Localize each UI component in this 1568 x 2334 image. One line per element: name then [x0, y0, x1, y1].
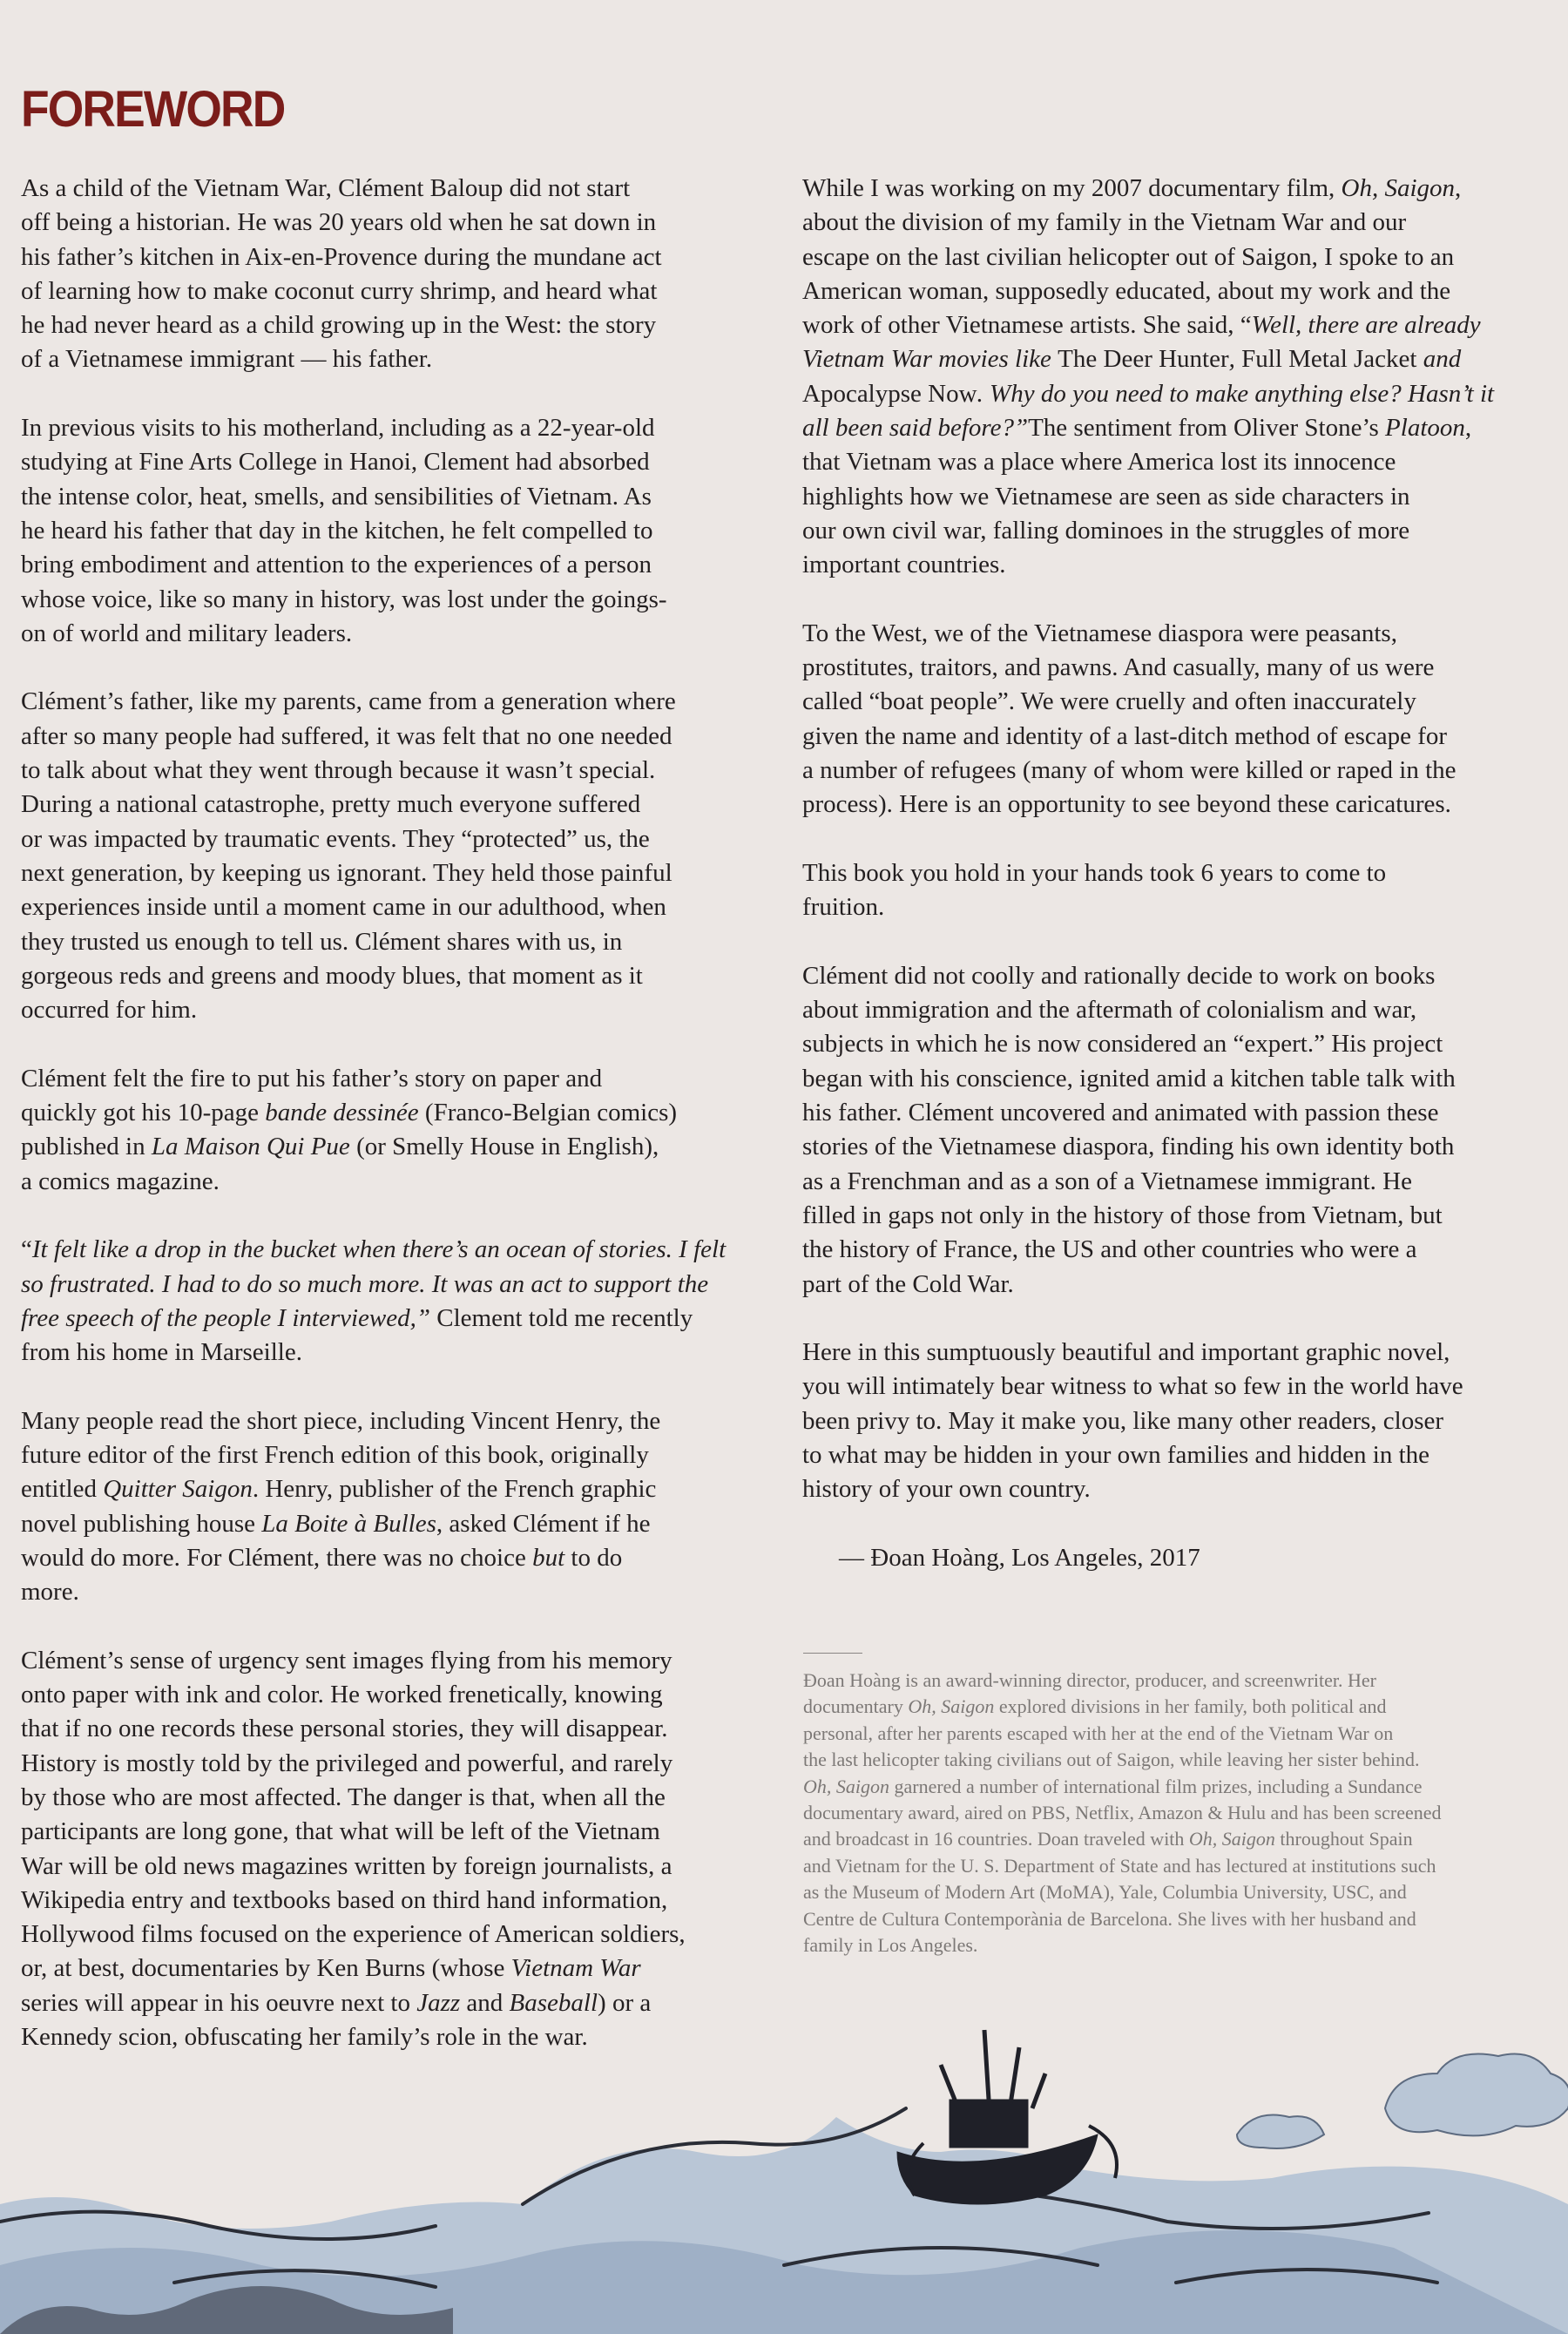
text-line	[21, 1575, 787, 1609]
text-line	[21, 1644, 787, 1678]
text-run: a comics magazine.	[21, 1167, 220, 1195]
text-run: called “boat people”. We were cruelly and often inaccurately	[802, 687, 1416, 716]
text-run: would do more. For Clément, there was no choice	[21, 1543, 533, 1572]
text-line	[21, 993, 787, 1027]
text-run: , asked Clément if he	[436, 1509, 651, 1538]
text-line	[802, 445, 1551, 479]
right-paragraphs	[802, 172, 1551, 1507]
text-run: Kennedy scion, obfuscating her family’s role in the war.	[21, 2023, 588, 2052]
text-line	[21, 1781, 787, 1815]
text-line	[802, 1027, 1551, 1061]
text-run: subjects in which he is now considered an “expert.” His project	[802, 1030, 1443, 1059]
text-run: he had never heard as a child growing up in the West: the story	[21, 311, 657, 340]
text-line	[803, 1826, 1552, 1852]
signature: — Đoan Hoàng, Los Angeles, 2017	[839, 1543, 1200, 1572]
text-run: garnered a number of international film prizes, including a Sundance	[889, 1775, 1423, 1797]
text-run: to what may be hidden in your own families and hidden in the	[802, 1440, 1430, 1469]
text-run: History is mostly told by the privileged and powerful, and rarely	[21, 1749, 673, 1777]
text-run: a number of refugees (many of whom were killed or raped in the	[802, 756, 1456, 785]
text-line	[802, 1233, 1551, 1267]
paragraph	[21, 411, 787, 651]
text-run: whose voice, like so many in history, was lost under the goings-	[21, 585, 667, 613]
text-line	[802, 890, 1551, 924]
text-line	[802, 617, 1551, 651]
text-run: about immigration and the aftermath of colonialism and war,	[802, 996, 1417, 1025]
italic-text: Quitter Saigon	[103, 1475, 253, 1504]
text-run: his father. Clément uncovered and animated with passion these	[802, 1099, 1439, 1127]
italic-text: Oh, Saigon	[803, 1775, 889, 1797]
text-line	[21, 1850, 787, 1884]
text-line	[803, 1800, 1552, 1826]
text-line	[21, 1302, 787, 1336]
author-bio-footnote	[803, 1668, 1552, 1959]
text-line	[21, 959, 787, 993]
text-line	[802, 172, 1551, 206]
text-line	[21, 1404, 787, 1438]
paragraph	[21, 1062, 787, 1199]
text-run: “	[21, 1235, 32, 1264]
text-line	[803, 1774, 1552, 1800]
text-line	[802, 206, 1551, 240]
text-run: by those who are most affected. The danger is that, when all the	[21, 1783, 666, 1811]
text-run: This book you hold in your hands took 6 years to come to	[802, 858, 1387, 887]
text-run: throughout Spain	[1274, 1828, 1413, 1850]
text-run: important countries.	[802, 551, 1006, 579]
paragraph	[802, 959, 1551, 1302]
text-line	[21, 925, 787, 959]
text-run: or, at best, documentaries by Ken Burns (whose	[21, 1954, 511, 1983]
text-run: family in Los Angeles.	[803, 1934, 978, 1957]
text-run: Đoan Hoàng is an award-winning director, producer, and screenwriter. Her	[803, 1669, 1376, 1691]
text-run: off being a historian. He was 20 years old when he sat down in	[21, 208, 657, 237]
text-run: personal, after her parents escaped with her at the end of the Vietnam War on	[803, 1722, 1394, 1744]
text-line	[21, 685, 787, 719]
italic-text: and	[1416, 345, 1462, 374]
text-line	[21, 1747, 787, 1781]
text-run: the last helicopter taking civilians out of Saigon, while leaving her sister behind.	[803, 1749, 1420, 1771]
text-run: the intense color, heat, smells, and sensibilities of Vietnam. As	[21, 482, 652, 511]
text-line	[21, 617, 787, 651]
text-line	[802, 308, 1551, 342]
text-run: explored divisions in her family, both political and	[994, 1695, 1387, 1718]
text-run: prostitutes, traitors, and pawns. And casually, many of us were	[802, 653, 1435, 682]
text-run: given the name and identity of a last-ditch method of escape for	[802, 721, 1448, 750]
text-run: gorgeous reds and greens and moody blues, that moment as it	[21, 961, 643, 990]
text-line	[802, 1438, 1551, 1472]
text-run: history of your own country.	[802, 1475, 1091, 1504]
text-line	[21, 308, 787, 342]
text-line	[803, 1906, 1552, 1932]
text-run: Apocalypse Now	[802, 379, 977, 408]
italic-text: Baseball	[509, 1988, 598, 2017]
text-line	[802, 240, 1551, 274]
text-run: future editor of the first French edition of this book, originally	[21, 1440, 649, 1469]
text-line	[21, 1062, 787, 1096]
text-line	[21, 1884, 787, 1918]
text-run: novel publishing house	[21, 1509, 262, 1538]
italic-text: but	[532, 1543, 565, 1572]
text-run: bring embodiment and attention to the experiences of a person	[21, 551, 652, 579]
text-run: and broadcast in 16 countries. Doan traveled with	[803, 1828, 1189, 1850]
text-line	[803, 1747, 1552, 1773]
text-line	[21, 1952, 787, 1986]
text-line	[802, 959, 1551, 993]
text-line	[802, 1370, 1551, 1404]
text-run: of learning how to make coconut curry shrimp, and heard what	[21, 276, 658, 305]
text-run: to talk about what they went through because it wasn’t special.	[21, 756, 656, 785]
text-line	[21, 720, 787, 754]
italic-text: Well, there are already	[1251, 311, 1481, 340]
right-column	[802, 172, 1551, 1575]
italic-text: Vietnam War movies like	[802, 345, 1058, 374]
text-line	[21, 411, 787, 445]
text-line	[21, 1438, 787, 1472]
footnote-divider	[803, 1653, 862, 1654]
italic-text: all been said before?”	[802, 414, 1029, 443]
text-run: quickly got his 10-page	[21, 1099, 266, 1127]
text-run: War will be old news magazines written by foreign journalists, a	[21, 1851, 672, 1880]
text-run: The sentiment from Oliver Stone’s	[1028, 414, 1386, 443]
italic-text: Vietnam War	[510, 1954, 641, 1983]
text-run: published in	[21, 1133, 152, 1161]
italic-text: free speech of the people I interviewed,”	[21, 1303, 431, 1332]
text-run: Full Metal Jacket	[1241, 345, 1417, 374]
text-line	[802, 1199, 1551, 1233]
text-line	[802, 1472, 1551, 1506]
text-run: Many people read the short piece, including Vincent Henry, the	[21, 1406, 661, 1435]
text-line	[21, 856, 787, 890]
text-line	[802, 274, 1551, 308]
italic-text: It felt like a drop in the bucket when there’s an ocean of stories. I felt	[31, 1235, 727, 1264]
paragraph	[21, 1644, 787, 2055]
text-run: While I was working on my 2007 documentary film,	[802, 174, 1342, 202]
boat-on-waves-illustration	[0, 2004, 1568, 2334]
text-line	[21, 1336, 787, 1370]
text-line	[21, 583, 787, 617]
text-run: Clément felt the fire to put his father’s story on paper and	[21, 1064, 603, 1093]
paragraph	[21, 172, 787, 377]
text-line	[21, 1472, 787, 1506]
text-line	[802, 1165, 1551, 1199]
text-run: Centre de Cultura Contemporània de Barcelona. She lives with her husband and	[803, 1907, 1416, 1930]
paragraph	[802, 856, 1551, 925]
text-line	[802, 1096, 1551, 1130]
text-line	[803, 1668, 1552, 1694]
text-run: onto paper with ink and color. He worked frenetically, knowing	[21, 1681, 663, 1709]
text-run: our own civil war, falling dominoes in the struggles of more	[802, 516, 1410, 545]
text-line	[21, 1678, 787, 1712]
text-run: he heard his father that day in the kitchen, he felt compelled to	[21, 516, 653, 545]
text-line	[21, 274, 787, 308]
text-run: stories of the Vietnamese diaspora, finding his own identity both	[802, 1133, 1455, 1161]
text-line	[21, 445, 787, 479]
text-run: To the West, we of the Vietnamese diaspora were peasants,	[802, 619, 1397, 647]
text-run: occurred for him.	[21, 996, 198, 1025]
text-line	[802, 1404, 1551, 1438]
text-line	[802, 548, 1551, 582]
text-line	[802, 720, 1551, 754]
text-run: filled in gaps not only in the history of those from Vietnam, but	[802, 1201, 1443, 1229]
italic-text: so frustrated. I had to do so much more. It was an act to support the	[21, 1269, 709, 1298]
text-run: after so many people had suffered, it was felt that no one needed	[21, 721, 672, 750]
text-run: from his home in Marseille.	[21, 1338, 302, 1367]
text-line	[802, 1268, 1551, 1302]
text-line	[802, 1062, 1551, 1096]
text-run: documentary award, aired on PBS, Netflix, Amazon & Hulu and has been screened	[803, 1802, 1442, 1824]
text-line	[802, 993, 1551, 1027]
text-line	[802, 342, 1551, 376]
text-line	[21, 1712, 787, 1746]
text-line	[803, 1853, 1552, 1879]
text-run: been privy to. May it make you, like many other readers, closer	[802, 1406, 1444, 1435]
text-line	[21, 514, 787, 548]
text-line	[802, 651, 1551, 685]
text-run: entitled	[21, 1475, 104, 1504]
text-run: about the division of my family in the Vietnam War and our	[802, 208, 1407, 237]
text-line	[21, 206, 787, 240]
text-run: as a Frenchman and as a son of a Vietnamese immigrant. He	[802, 1167, 1412, 1195]
cloud-illustration	[1237, 2054, 1568, 2149]
italic-text: Platoon	[1385, 414, 1465, 443]
text-line	[21, 172, 787, 206]
text-line	[802, 514, 1551, 548]
text-run: Hollywood films focused on the experience of American soldiers,	[21, 1920, 686, 1949]
text-line	[21, 1096, 787, 1130]
text-run: series will appear in his oeuvre next to	[21, 1988, 417, 2017]
text-run: as the Museum of Modern Art (MoMA), Yale, Columbia University, USC, and	[803, 1881, 1407, 1904]
paragraph	[21, 1404, 787, 1610]
text-line	[803, 1932, 1552, 1959]
italic-text: Oh, Saigon	[908, 1695, 995, 1718]
text-run: Clément’s sense of urgency sent images flying from his memory	[21, 1646, 672, 1674]
text-line	[802, 1130, 1551, 1164]
text-run: (Franco-Belgian comics)	[418, 1099, 678, 1127]
italic-text: bande dessinée	[265, 1099, 419, 1127]
text-run: you will intimately bear witness to what so few in the world have	[802, 1372, 1463, 1401]
text-run: work of other Vietnamese artists. She said, “	[802, 311, 1252, 340]
text-run: part of the Cold War.	[802, 1269, 1014, 1298]
text-run: or was impacted by traumatic events. They “protected” us, the	[21, 824, 650, 853]
italic-text: La Boite à Bulles	[261, 1509, 436, 1538]
italic-text: ,	[1228, 345, 1242, 374]
text-run: Clement told me recently	[430, 1303, 693, 1332]
text-run: ,	[1464, 414, 1472, 443]
text-line	[21, 822, 787, 856]
text-run: on of world and military leaders.	[21, 619, 353, 647]
text-line	[802, 788, 1551, 822]
italic-text: . Why do you need to make anything else? Hasn’t it	[977, 379, 1495, 408]
text-run: American woman, supposedly educated, about my work and the	[802, 276, 1451, 305]
paragraph	[21, 685, 787, 1027]
text-run: participants are long gone, that what will be left of the Vietnam	[21, 1817, 660, 1846]
text-run: fruition.	[802, 893, 885, 922]
text-run: The Deer Hunter	[1058, 345, 1229, 374]
text-run: During a national catastrophe, pretty much everyone suffered	[21, 790, 641, 819]
text-line	[21, 1507, 787, 1541]
italic-text: Oh, Saigon	[1341, 174, 1456, 202]
text-run: escape on the last civilian helicopter out of Saigon, I spoke to an	[802, 242, 1455, 271]
text-line	[21, 1233, 787, 1267]
text-run: that Vietnam was a place where America lost its innocence	[802, 448, 1396, 477]
text-line	[21, 1130, 787, 1164]
text-line	[802, 685, 1551, 719]
italic-text: La Maison Qui Pue	[151, 1133, 350, 1161]
text-line	[21, 1541, 787, 1575]
text-line	[802, 856, 1551, 890]
text-line	[21, 890, 787, 924]
text-line	[21, 1268, 787, 1302]
text-run: process). Here is an opportunity to see beyond these caricatures.	[802, 790, 1451, 819]
text-run: As a child of the Vietnam War, Clément Baloup did not start	[21, 174, 631, 202]
text-line	[21, 788, 787, 822]
text-run: began with his conscience, ignited amid a kitchen table talk with	[802, 1064, 1456, 1093]
text-line	[802, 377, 1551, 411]
text-run: more.	[21, 1578, 79, 1607]
text-run: the history of France, the US and other countries who were a	[802, 1235, 1417, 1264]
text-run: his father’s kitchen in Aix-en-Provence during the mundane act	[21, 242, 662, 271]
text-line	[21, 342, 787, 376]
italic-text: Jazz	[416, 1988, 461, 2017]
text-run: studying at Fine Arts College in Hanoi, Clement had absorbed	[21, 448, 650, 477]
text-run: Clément’s father, like my parents, came from a generation where	[21, 687, 676, 716]
text-run: to do	[564, 1543, 623, 1572]
text-line	[802, 754, 1551, 788]
text-run: highlights how we Vietnamese are seen as side characters in	[802, 482, 1410, 511]
text-run: Here in this sumptuously beautiful and important graphic novel,	[802, 1338, 1450, 1367]
sea-waves-illustration	[0, 2108, 1568, 2334]
text-run: . Henry, publisher of the French graphic	[252, 1475, 657, 1504]
text-run: Wikipedia entry and textbooks based on third hand information,	[21, 1885, 668, 1914]
italic-text: Oh, Saigon	[1188, 1828, 1275, 1850]
page-title: FOREWORD	[21, 81, 285, 138]
text-line	[21, 1918, 787, 1952]
paragraph	[21, 1233, 787, 1370]
text-run: Clément did not coolly and rationally decide to work on books	[802, 961, 1436, 990]
text-run: ) or a	[598, 1988, 652, 2017]
text-run: of a Vietnamese immigrant — his father.	[21, 345, 433, 374]
text-line	[802, 1336, 1551, 1370]
text-line	[802, 480, 1551, 514]
text-line	[21, 754, 787, 788]
text-line	[21, 1815, 787, 1849]
text-line	[803, 1694, 1552, 1720]
text-run: and Vietnam for the U. S. Department of State and has lectured at institutions such	[803, 1854, 1436, 1877]
text-run: next generation, by keeping us ignorant. They held those painful	[21, 858, 672, 887]
text-run: In previous visits to his motherland, including as a 22-year-old	[21, 414, 655, 443]
text-run: and	[460, 1988, 510, 2017]
paragraph	[802, 617, 1551, 822]
text-run: ,	[1455, 174, 1462, 202]
text-line	[803, 1879, 1552, 1905]
text-run: documentary	[803, 1695, 909, 1718]
left-column	[21, 172, 787, 2089]
text-line	[803, 1721, 1552, 1747]
text-run: that if no one records these personal stories, they will disappear.	[21, 1715, 668, 1743]
paragraph	[802, 172, 1551, 583]
paragraph	[802, 1336, 1551, 1506]
text-line	[802, 411, 1551, 445]
text-line	[21, 548, 787, 582]
text-line	[21, 240, 787, 274]
text-run: experiences inside until a moment came in our adulthood, when	[21, 893, 666, 922]
text-line	[21, 1165, 787, 1199]
text-line	[21, 480, 787, 514]
text-run: they trusted us enough to tell us. Clément shares with us, in	[21, 927, 623, 956]
text-run: (or Smelly House in English),	[349, 1133, 659, 1161]
